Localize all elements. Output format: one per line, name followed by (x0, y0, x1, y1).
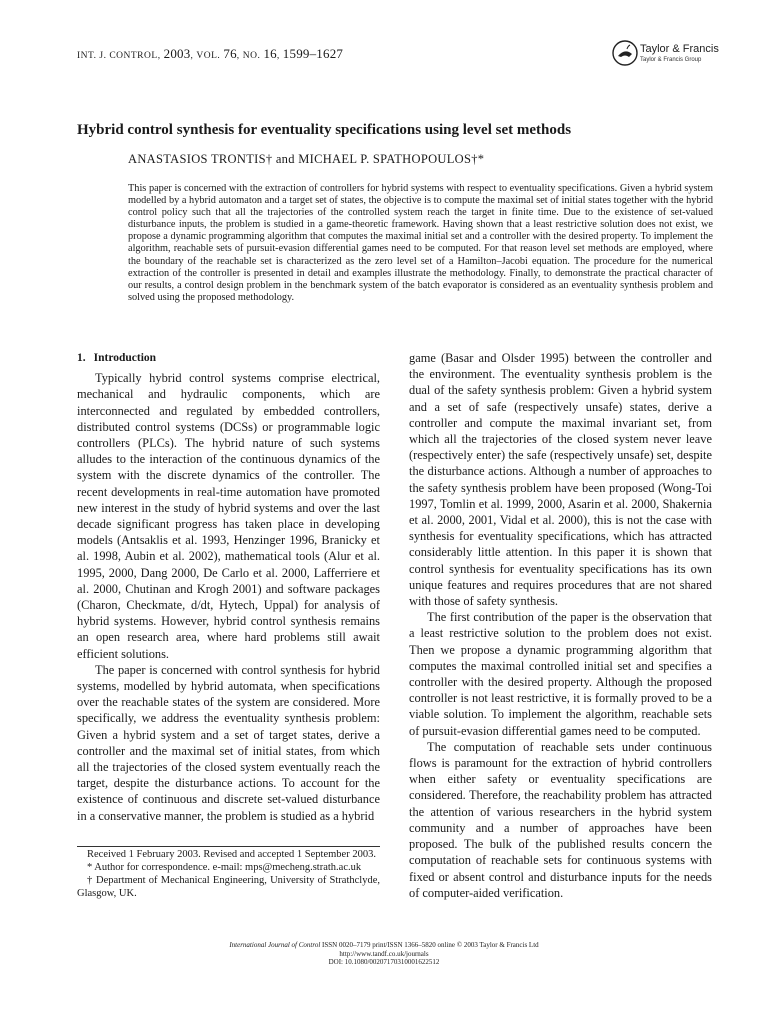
journal-url: http://www.tandf.co.uk/journals (339, 949, 429, 958)
volume-label: VOL. (196, 51, 221, 61)
article-authors: ANASTASIOS TRONTIS† and MICHAEL P. SPATHOPOULOS†* (128, 152, 485, 166)
publisher-group: Taylor & Francis Group (640, 57, 702, 63)
footnote-received: Received 1 February 2003. Revised and accepted 1 September 2003. (87, 849, 376, 860)
body-paragraph: The paper is concerned with control synthesis for hybrid systems, modelled by hybrid automata, when specifications over the reachable states of the system are considered. More specifically, we address the eventuality synthesis problem: Given a hybrid system and a set of target states, derive a controller and the maximal set of initial states, from which all the trajectories of the closed system eventually reach the target, despite the disturbance actions. To account for the existence of continuous and discrete set-valued disturbance in a conservative manner, the problem is studied as a hybrid (77, 662, 380, 823)
publication-info (0, 941, 768, 967)
running-head: INT. J. CONTROL, 2003, VOL. 76, NO. 16, 1599–1627 (77, 46, 344, 61)
left-column (77, 350, 380, 824)
publisher-logo (612, 40, 722, 68)
volume-number: 76 (223, 46, 237, 61)
section-number: 1. (77, 352, 86, 364)
footnote-affiliation: † Department of Mechanical Engineering, University of Strathclyde, Glasgow, UK. (77, 875, 380, 899)
footnotes (77, 846, 380, 900)
issue-label: NO. (242, 51, 261, 61)
body-paragraph: game (Basar and Olsder 1995) between the controller and the environment. The eventuality synthesis problem is the dual of the safety synthesis problem: Given a hybrid system and a set of safe (respectively unsafe) states, derive a controller and compute the maximal invariant set, from which all the trajectories of the closed system never leave (respectively enter) the safe (respectively unsafe) set, despite the disturbance actions. Although a number of approaches to the safety synthesis problem have been proposed (Wong-Toi 1997, Tomlin et al. 1999, 2000, Asarin et al. 2000, Shakernia et al. 2000, 2001, Vidal et al. 2000), this is not the case with synthesis for eventuality specifications, which has attracted considerably little attention. In this paper it is shown that control synthesis for eventuality specifications has its own unique features and requires procedures that are not shared with those of safety synthesis. (409, 351, 712, 609)
journal-name: International Journal of Control (229, 941, 321, 949)
body-paragraph: Typically hybrid control systems comprise electrical, mechanical and hydraulic components, which are interconnected and regulated by embedded controllers, distributed control systems (DCSs) or programmable logic controllers (PLCs). The hybrid nature of such systems alludes to the interaction of the continuous dynamics of the system with the discrete dynamics of the controller. The recent developments in real-time automation have promoted new interest in the study of hybrid systems and over the last decade significant progress has taken place in developing models (Antsaklis et al. 1993, Henzinger 1996, Branicky et al. 1998, Aubin et al. 2002), mathematical tools (Alur et al. 1995, 2000, Dang 2000, De Carlo et al. 2000, Lafferriere et al. 2000, Chutinan and Krogh 2001) and software packages (Charon, Checkmate, d/dt, Hytech, Uppal) for analysis of hybrid systems. However, hybrid control synthesis remains an open research area, where hard problems still await efficient solutions. (77, 371, 380, 661)
issue-number: 16 (263, 46, 277, 61)
page-range: 1599–1627 (282, 46, 344, 61)
article-abstract: This paper is concerned with the extraction of controllers for hybrid systems with respect to eventuality specifications. Given a hybrid system modelled by a hybrid automaton and a target set of states, the objective is to compute the maximal set of initial states together with the hybrid control policy such that all the trajectories of the controlled system reach the target in finite time. Due to the existence of set-valued disturbance inputs, the problem is studied in a game-theoretic framework. Having shown that a least restrictive solution does not exist, we propose a dynamic programming algorithm that computes the maximal initial set and a controller with the desired property. To implement the algorithm, reachable sets of pursuit-evasion differential games need to be computed. For that reason level set methods are employed, where the boundary of the reachable set is characterized as the zero level set of a Hamilton–Jacobi equation. The procedure for the numerical extraction of the controller is presented in detail and examples illustrate the methodology. Finally, to demonstrate the practical character of our results, a control design problem in the benchmark system of the batch evaporator is considered as an eventuality synthesis problem and solved using the proposed methodology. (128, 183, 713, 303)
section-title: Introduction (93, 352, 157, 364)
lamp-icon (612, 40, 638, 66)
issn-copyright: ISSN 0020–7179 print/ISSN 1366–5820 online © 2003 Taylor & Francis Ltd (320, 941, 539, 949)
publisher-name: Taylor & Francis (640, 43, 719, 55)
footnote-rule (77, 846, 380, 847)
right-column (409, 350, 712, 901)
section-heading (77, 350, 380, 366)
article-title: Hybrid control synthesis for eventuality specifications using level set methods (77, 122, 572, 138)
footnote-correspondence: * Author for correspondence. e-mail: mps@mecheng.strath.ac.uk (87, 862, 362, 873)
journal-year: 2003 (163, 46, 191, 61)
body-paragraph: The first contribution of the paper is the observation that a least restrictive solution to the problem does not exist. Then we propose a dynamic programming algorithm that computes the maximal controlled initial set and specifies a controller with the desired property. Although the proposed controller is not least restrictive, it is formally proved to be a viable solution. To implement the algorithm, reachable sets of pursuit-evasion differential games need to be computed. (409, 610, 712, 738)
doi: DOI: 10.1080/00207170310001622512 (328, 958, 440, 966)
body-paragraph: The computation of reachable sets under continuous flows is paramount for the extraction of hybrid controllers when either safety or eventuality specifications are considered. Therefore, the reachability problem has attracted the attention of various researchers in the hybrid system community and a number of approaches have been proposed. The bulk of the published results concern the computation of reachable sets for continuous systems with fixed or absent control and disturbance inputs for the needs of computer-aided verification. (409, 739, 712, 900)
journal-abbrev: INT. J. CONTROL (77, 51, 158, 61)
